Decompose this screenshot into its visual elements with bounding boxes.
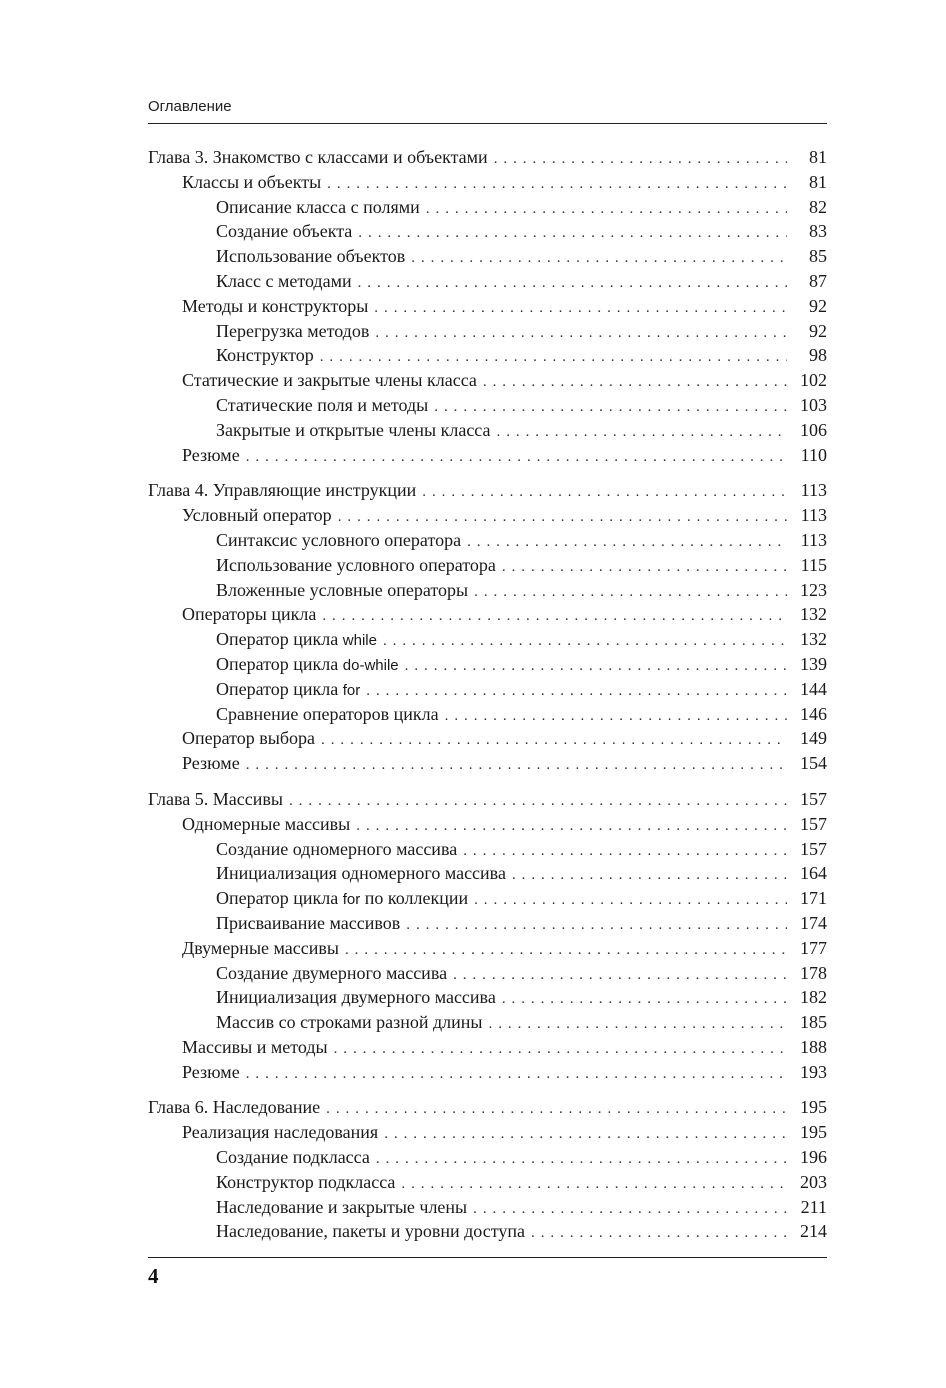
toc-dot-leader bbox=[358, 271, 787, 296]
toc-dot-leader bbox=[406, 913, 787, 938]
toc-entry-title bbox=[216, 1195, 473, 1220]
toc-page-number: 211 bbox=[800, 1196, 827, 1217]
toc-dot-leader bbox=[366, 679, 787, 704]
toc-subsection-entry[interactable] bbox=[148, 269, 827, 294]
toc-chapter-block bbox=[148, 787, 827, 1085]
toc-entry-title-text: Присваивание массивов bbox=[216, 912, 401, 933]
toc-entry-title-text: Глава 6. Наследование bbox=[148, 1097, 321, 1118]
toc-subsection-entry[interactable] bbox=[148, 1170, 827, 1195]
toc-dot-leader bbox=[384, 1122, 787, 1147]
toc-entry-code-keyword: for bbox=[342, 891, 361, 909]
toc-page-number: 115 bbox=[800, 554, 827, 575]
toc-page-number: 144 bbox=[800, 678, 827, 699]
toc-dot-leader bbox=[502, 555, 787, 580]
toc-dot-leader bbox=[320, 345, 787, 370]
toc-subsection-entry[interactable] bbox=[148, 319, 827, 344]
toc-entry-title bbox=[216, 985, 502, 1010]
toc-page-number: 178 bbox=[800, 962, 827, 983]
toc-chapter-entry[interactable] bbox=[148, 478, 827, 503]
toc-page-number: 123 bbox=[800, 579, 827, 600]
toc-page-number: 81 bbox=[809, 147, 827, 167]
toc-section-entry[interactable] bbox=[148, 170, 827, 195]
toc-entry-title bbox=[216, 911, 406, 936]
toc-page-number: 103 bbox=[800, 394, 827, 415]
toc-entry-title-text: Оператор выбора bbox=[182, 728, 316, 749]
toc-subsection-entry[interactable] bbox=[148, 528, 827, 553]
toc-entry-title bbox=[148, 145, 494, 170]
toc-page-number: 188 bbox=[800, 1036, 827, 1057]
toc-entry-title bbox=[148, 478, 422, 503]
toc-entry-title bbox=[182, 368, 483, 393]
toc-entry-title bbox=[216, 528, 467, 553]
toc-dot-leader bbox=[356, 814, 787, 839]
toc-subsection-entry[interactable] bbox=[148, 1145, 827, 1170]
toc-entry-title bbox=[216, 1010, 489, 1035]
toc-entry-title bbox=[216, 837, 463, 862]
toc-page-number: 110 bbox=[800, 444, 827, 465]
toc-dot-leader bbox=[374, 296, 787, 321]
toc-dot-leader bbox=[467, 530, 787, 555]
toc-entry-title-text: по коллекции bbox=[360, 888, 469, 909]
toc-dot-leader bbox=[473, 1197, 787, 1222]
toc-dot-leader bbox=[246, 753, 787, 778]
toc-entry-title-text: Синтаксис условного оператора bbox=[216, 529, 462, 550]
toc-entry-title-text: Глава 4. Управляющие инструкции bbox=[148, 480, 417, 501]
toc-dot-leader bbox=[383, 629, 787, 654]
toc-entry-title bbox=[216, 269, 358, 294]
toc-entry-title bbox=[216, 578, 474, 603]
toc-entry-title bbox=[216, 553, 502, 578]
toc-entry-title-text: Операторы цикла bbox=[182, 604, 317, 625]
toc-entry-title bbox=[216, 627, 383, 654]
toc-entry-title-text: Оператор цикла bbox=[216, 653, 343, 674]
toc-chapter-block bbox=[148, 1095, 827, 1244]
toc-entry-code-keyword: while bbox=[342, 632, 377, 650]
toc-entry-title bbox=[182, 812, 356, 837]
toc-subsection-entry[interactable] bbox=[148, 393, 827, 418]
toc-entry-title-text: Статические поля и методы bbox=[216, 394, 429, 415]
toc-entry-title-text: Описание класса с полями bbox=[216, 196, 420, 217]
toc-dot-leader bbox=[289, 789, 787, 814]
toc-entry-title bbox=[182, 751, 246, 776]
toc-dot-leader bbox=[426, 197, 787, 222]
toc-entry-title bbox=[216, 393, 434, 418]
toc-page-number: 164 bbox=[800, 863, 827, 884]
toc-dot-leader bbox=[531, 1221, 787, 1246]
toc-subsection-entry[interactable] bbox=[148, 911, 827, 936]
toc-entry-title-text: Наследование и закрытые члены bbox=[216, 1196, 468, 1217]
toc-section-entry[interactable] bbox=[148, 294, 827, 319]
toc-subsection-entry[interactable] bbox=[148, 244, 827, 269]
toc-page-number: 171 bbox=[800, 888, 827, 909]
toc-page-number: 82 bbox=[809, 196, 827, 217]
toc-entry-title-text: Методы и конструкторы bbox=[182, 295, 369, 316]
toc-entry-title-text: Массив со строками разной длины bbox=[216, 1012, 483, 1033]
toc-page-number: 154 bbox=[800, 753, 827, 774]
toc-entry-title bbox=[216, 702, 445, 727]
toc-dot-leader bbox=[401, 1172, 787, 1197]
toc-entry-title bbox=[182, 294, 374, 319]
toc-subsection-entry[interactable] bbox=[148, 886, 827, 911]
toc-page-number: 196 bbox=[800, 1147, 827, 1168]
toc-dot-leader bbox=[474, 888, 787, 913]
toc-subsection-entry[interactable] bbox=[148, 219, 827, 244]
toc-dot-leader bbox=[358, 221, 787, 246]
toc-entry-title-text: Классы и объекты bbox=[182, 171, 322, 192]
toc-dot-leader bbox=[483, 370, 787, 395]
toc-entry-title-text: Резюме bbox=[182, 444, 240, 465]
toc-chapter-entry[interactable] bbox=[148, 787, 827, 812]
toc-subsection-entry[interactable] bbox=[148, 1219, 827, 1244]
toc-entry-title-text: Инициализация одномерного массива bbox=[216, 863, 506, 884]
toc-entry-title-text: Реализация наследования bbox=[182, 1122, 379, 1143]
toc-subsection-entry[interactable] bbox=[148, 702, 827, 727]
toc-entry-title-text: Вложенные условные операторы bbox=[216, 579, 469, 600]
toc-page-number: 132 bbox=[800, 629, 827, 650]
toc-page-number: 195 bbox=[800, 1097, 827, 1118]
toc-page-number: 182 bbox=[800, 987, 827, 1008]
footer-rule bbox=[148, 1257, 827, 1258]
toc-page-number: 87 bbox=[809, 270, 827, 291]
toc-dot-leader bbox=[326, 1097, 787, 1122]
toc-dot-leader bbox=[405, 654, 787, 679]
toc-section-entry[interactable] bbox=[148, 1060, 827, 1085]
toc-dot-leader bbox=[345, 938, 787, 963]
toc-entry-title-text: Перегрузка методов bbox=[216, 320, 370, 341]
toc-dot-leader bbox=[494, 147, 787, 172]
toc-entry-title-text: Резюме bbox=[182, 753, 240, 774]
toc-entry-title-text: Создание одномерного массива bbox=[216, 838, 458, 859]
toc-entry-code-keyword: for bbox=[342, 681, 361, 699]
toc-entry-title bbox=[148, 787, 289, 812]
toc-subsection-entry[interactable] bbox=[148, 985, 827, 1010]
toc-subsection-entry[interactable] bbox=[148, 1195, 827, 1220]
toc-entry-title-text: Оператор цикла bbox=[216, 678, 343, 699]
toc-entry-title-text: Оператор цикла bbox=[216, 888, 343, 909]
toc-entry-title-text: Статические и закрытые члены класса bbox=[182, 370, 477, 391]
toc-entry-title bbox=[182, 936, 345, 961]
header-rule bbox=[148, 123, 827, 124]
toc-entry-title bbox=[216, 652, 405, 679]
toc-section-entry[interactable] bbox=[148, 936, 827, 961]
toc-entry-title-text: Класс с методами bbox=[216, 270, 352, 291]
toc-dot-leader bbox=[497, 420, 788, 445]
toc-entry-title bbox=[216, 219, 358, 244]
toc-entry-title-text: Одномерные массивы bbox=[182, 813, 351, 834]
toc-entry-title-text: Глава 5. Массивы bbox=[148, 788, 283, 809]
toc-subsection-entry[interactable] bbox=[148, 195, 827, 220]
toc-section-entry[interactable] bbox=[148, 812, 827, 837]
toc-page-number: 92 bbox=[809, 320, 827, 341]
toc-subsection-entry[interactable] bbox=[148, 553, 827, 578]
toc-entry-title-text: Условный оператор bbox=[182, 505, 332, 526]
toc-dot-leader bbox=[322, 604, 787, 629]
toc-entry-title bbox=[216, 677, 366, 704]
toc-entry-title-text: Сравнение операторов цикла bbox=[216, 703, 439, 724]
toc-subsection-entry[interactable] bbox=[148, 418, 827, 443]
toc-entry-title-text: Создание объекта bbox=[216, 221, 353, 242]
toc-dot-leader bbox=[512, 863, 787, 888]
toc-entry-code-keyword: do-while bbox=[342, 656, 399, 674]
toc-subsection-entry[interactable] bbox=[148, 627, 827, 652]
toc-dot-leader bbox=[321, 728, 787, 753]
toc-subsection-entry[interactable] bbox=[148, 961, 827, 986]
toc-section-entry[interactable] bbox=[148, 726, 827, 751]
toc-page-number: 106 bbox=[800, 419, 827, 440]
toc-dot-leader bbox=[422, 480, 787, 505]
toc-entry-title bbox=[182, 726, 321, 751]
toc-dot-leader bbox=[327, 172, 787, 197]
toc-subsection-entry[interactable] bbox=[148, 1010, 827, 1035]
toc-dot-leader bbox=[502, 987, 787, 1012]
toc-entry-title-text: Двумерные массивы bbox=[182, 937, 339, 958]
toc-entry-title-text: Резюме bbox=[182, 1061, 240, 1082]
toc-subsection-entry[interactable] bbox=[148, 343, 827, 368]
toc-entry-title bbox=[182, 1120, 384, 1145]
toc-entry-title bbox=[216, 418, 497, 443]
toc-page-number: 193 bbox=[800, 1061, 827, 1082]
toc-entry-title bbox=[182, 170, 327, 195]
toc-page-number: 174 bbox=[800, 912, 827, 933]
toc-entry-title-text: Создание двумерного массива bbox=[216, 962, 448, 983]
toc-entry-title bbox=[182, 1060, 246, 1085]
toc-entry-title bbox=[216, 1170, 401, 1195]
toc-page-number: 85 bbox=[809, 246, 827, 267]
toc-dot-leader bbox=[411, 246, 787, 271]
toc-dot-leader bbox=[453, 963, 787, 988]
toc-dot-leader bbox=[246, 1062, 787, 1087]
toc-page-number: 185 bbox=[800, 1012, 827, 1033]
toc-entry-title-text: Массивы и методы bbox=[182, 1036, 328, 1057]
toc-entry-title bbox=[216, 244, 411, 269]
toc-page-number: 102 bbox=[800, 370, 827, 391]
toc-page-number: 195 bbox=[800, 1122, 827, 1143]
toc-entry-title-text: Глава 3. Знакомство с классами и объектами bbox=[148, 147, 488, 167]
toc-subsection-entry[interactable] bbox=[148, 578, 827, 603]
toc-section-entry[interactable] bbox=[148, 1120, 827, 1145]
toc-section-entry[interactable] bbox=[148, 503, 827, 528]
toc-dot-leader bbox=[246, 445, 787, 470]
toc-page-number: 113 bbox=[800, 480, 827, 501]
toc-dot-leader bbox=[445, 704, 787, 729]
toc-entry-title-text: Инициализация двумерного массива bbox=[216, 987, 496, 1008]
toc-entry-title bbox=[216, 886, 474, 913]
toc-subsection-entry[interactable] bbox=[148, 677, 827, 702]
toc-entry-title bbox=[216, 961, 453, 986]
toc-entry-title bbox=[216, 1145, 376, 1170]
toc-entry-title-text: Оператор цикла bbox=[216, 629, 343, 650]
toc-page-number: 139 bbox=[800, 653, 827, 674]
toc-entry-title-text: Использование объектов bbox=[216, 246, 406, 267]
toc-page-number: 149 bbox=[800, 728, 827, 749]
toc-chapter-block bbox=[148, 145, 827, 467]
toc-section-entry[interactable] bbox=[148, 368, 827, 393]
toc-page-number: 113 bbox=[800, 505, 827, 526]
toc-page-number: 157 bbox=[800, 813, 827, 834]
toc-page-number: 146 bbox=[800, 703, 827, 724]
toc-entry-title bbox=[216, 195, 426, 220]
toc-dot-leader bbox=[463, 839, 787, 864]
toc-entry-title-text: Создание подкласса bbox=[216, 1147, 370, 1168]
toc-entry-title bbox=[148, 1095, 326, 1120]
toc-dot-leader bbox=[334, 1037, 787, 1062]
toc-page-number: 83 bbox=[809, 221, 827, 242]
toc-entry-title bbox=[182, 503, 338, 528]
toc-entry-title bbox=[216, 319, 375, 344]
toc-entry-title bbox=[216, 1219, 531, 1244]
toc-page-number: 157 bbox=[800, 788, 827, 809]
table-of-contents bbox=[148, 145, 827, 1244]
toc-section-entry[interactable] bbox=[148, 751, 827, 776]
toc-subsection-entry[interactable] bbox=[148, 837, 827, 862]
toc-chapter-block bbox=[148, 478, 827, 776]
toc-page-number: 132 bbox=[800, 604, 827, 625]
toc-page-number: 92 bbox=[809, 295, 827, 316]
toc-entry-title-text: Наследование, пакеты и уровни доступа bbox=[216, 1221, 525, 1242]
toc-page-number: 214 bbox=[800, 1221, 827, 1242]
toc-entry-title bbox=[182, 443, 246, 468]
running-head: Оглавление bbox=[148, 98, 232, 115]
toc-entry-title bbox=[216, 861, 512, 886]
toc-entry-title-text: Закрытые и открытые члены класса bbox=[216, 419, 491, 440]
toc-page-number: 98 bbox=[809, 345, 827, 366]
toc-chapter-entry[interactable] bbox=[148, 1095, 827, 1120]
toc-entry-title-text: Использование условного оператора bbox=[216, 554, 496, 575]
toc-entry-title-text: Конструктор подкласса bbox=[216, 1171, 396, 1192]
toc-dot-leader bbox=[434, 395, 787, 420]
toc-section-entry[interactable] bbox=[148, 443, 827, 468]
page-number: 4 bbox=[148, 1264, 159, 1288]
toc-page-number: 203 bbox=[800, 1171, 827, 1192]
toc-section-entry[interactable] bbox=[148, 1035, 827, 1060]
toc-entry-title bbox=[182, 602, 322, 627]
toc-page-number: 177 bbox=[800, 937, 827, 958]
toc-dot-leader bbox=[474, 580, 787, 605]
toc-entry-title bbox=[216, 343, 320, 368]
toc-page-number: 81 bbox=[809, 171, 827, 192]
toc-section-entry[interactable] bbox=[148, 602, 827, 627]
toc-dot-leader bbox=[338, 505, 787, 530]
toc-dot-leader bbox=[375, 321, 787, 346]
toc-page-number: 157 bbox=[800, 838, 827, 859]
toc-subsection-entry[interactable] bbox=[148, 652, 827, 677]
toc-entry-title bbox=[182, 1035, 334, 1060]
toc-dot-leader bbox=[489, 1012, 787, 1037]
toc-chapter-entry[interactable] bbox=[148, 145, 827, 170]
toc-dot-leader bbox=[376, 1147, 787, 1172]
toc-subsection-entry[interactable] bbox=[148, 861, 827, 886]
toc-page-number: 113 bbox=[800, 529, 827, 550]
toc-entry-title-text: Конструктор bbox=[216, 345, 314, 366]
